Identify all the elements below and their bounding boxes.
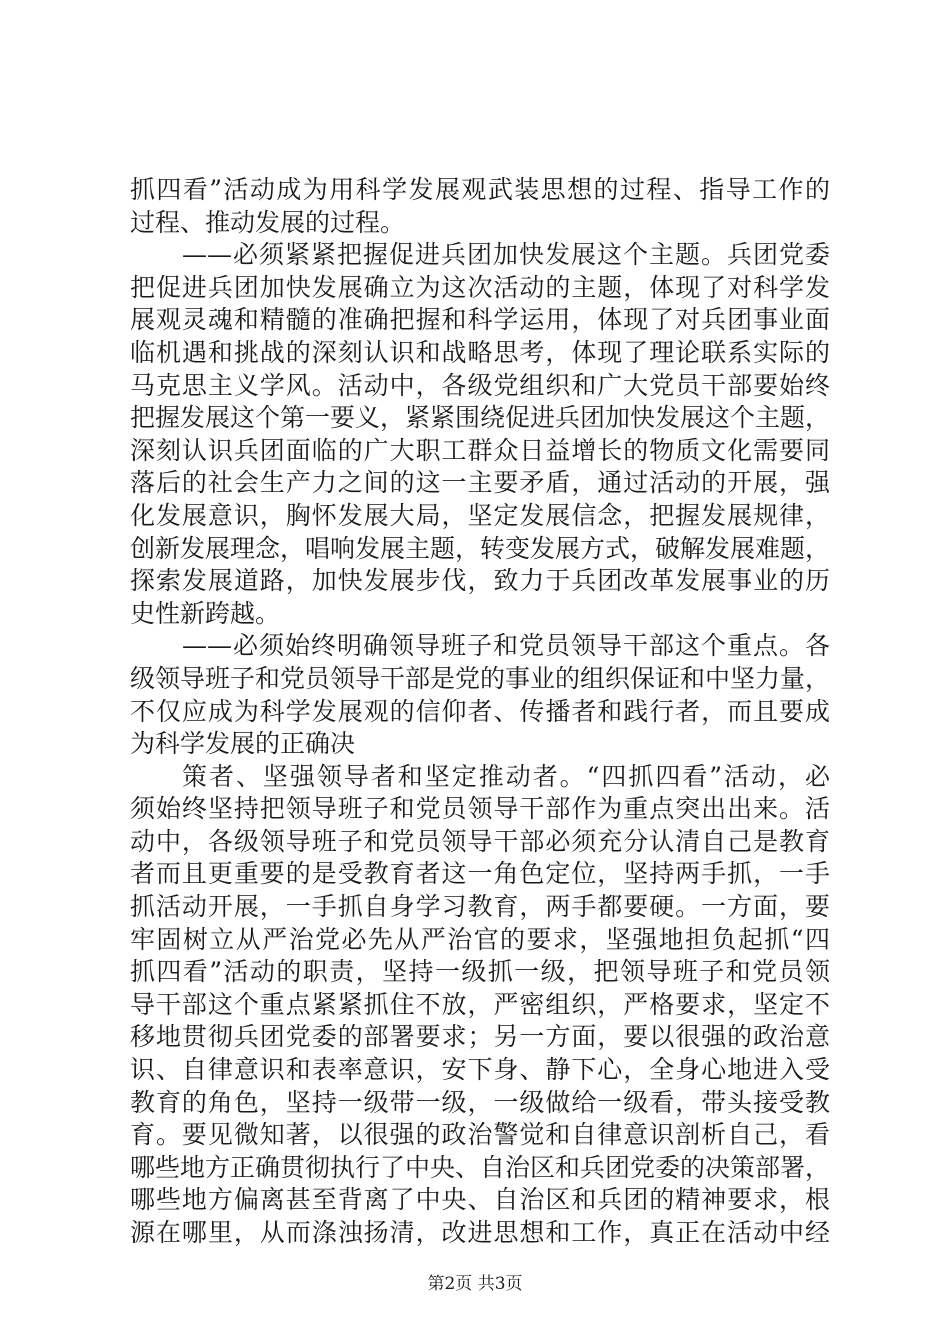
text-line: 动中，各级领导班子和党员领导干部必须充分认清自己是教育 bbox=[130, 826, 830, 856]
text-line: 抓活动开展，一手抓自身学习教育，两手都要硬。一方面，要 bbox=[130, 892, 830, 922]
text-line: 抓四看”活动的职责，坚持一级抓一级，把领导班子和党员领 bbox=[130, 957, 830, 987]
text-line: 哪些地方正确贯彻执行了中央、自治区和兵团党委的决策部署， bbox=[130, 1152, 830, 1182]
text-line: 须始终坚持把领导班子和党员领导干部作为重点突出出来。活 bbox=[130, 794, 830, 824]
text-line: 移地贯彻兵团党委的部署要求；另一方面，要以很强的政治意 bbox=[130, 1022, 830, 1052]
text-line: 识、自律意识和表率意识，安下身、静下心，全身心地进入受 bbox=[130, 1055, 830, 1085]
text-line: 牢固树立从严治党必先从严治官的要求，坚强地担负起抓“四 bbox=[130, 924, 830, 954]
text-line: 探索发展道路，加快发展步伐，致力于兵团改革发展事业的历 bbox=[130, 566, 830, 596]
text-line: 导干部这个重点紧紧抓住不放，严密组织，严格要求，坚定不 bbox=[130, 989, 830, 1019]
text-line: 级领导班子和党员领导干部是党的事业的组织保证和中坚力量， bbox=[130, 663, 830, 693]
text-line: 过程、推动发展的过程。 bbox=[130, 207, 406, 237]
text-line: ——必须始终明确领导班子和党员领导干部这个重点。各 bbox=[182, 631, 830, 661]
text-line: ——必须紧紧把握促进兵团加快发展这个主题。兵团党委 bbox=[182, 240, 830, 270]
text-line: 落后的社会生产力之间的这一主要矛盾，通过活动的开展，强 bbox=[130, 468, 830, 498]
text-line: 史性新跨越。 bbox=[130, 598, 281, 628]
text-line: 创新发展理念，唱响发展主题，转变发展方式，破解发展难题， bbox=[130, 533, 830, 563]
text-line: 为科学发展的正确决 bbox=[130, 729, 356, 759]
text-line: 化发展意识，胸怀发展大局，坚定发展信念，把握发展规律， bbox=[130, 500, 830, 530]
text-line: 把握发展这个第一要义，紧紧围绕促进兵团加快发展这个主题， bbox=[130, 403, 830, 433]
text-line: 策者、坚强领导者和坚定推动者。“四抓四看”活动，必 bbox=[182, 761, 830, 791]
text-line: 临机遇和挑战的深刻认识和战略思考，体现了理论联系实际的 bbox=[130, 337, 830, 367]
text-line: 抓四看”活动成为用科学发展观武装思想的过程、指导工作的 bbox=[130, 175, 830, 204]
text-line: 把促进兵团加快发展确立为这次活动的主题，体现了对科学发 bbox=[130, 272, 830, 302]
document-body bbox=[130, 174, 830, 1250]
text-line: 马克思主义学风。活动中，各级党组织和广大党员干部要始终 bbox=[130, 370, 830, 400]
text-line: 源在哪里，从而涤浊扬清，改进思想和工作，真正在活动中经 bbox=[130, 1218, 830, 1247]
text-line: 展观灵魂和精髓的准确把握和科学运用，体现了对兵团事业面 bbox=[130, 305, 830, 335]
text-line: 者而且更重要的是受教育者这一角色定位，坚持两手抓，一手 bbox=[130, 859, 830, 889]
text-line: 不仅应成为科学发展观的信仰者、传播者和践行者，而且要成 bbox=[130, 696, 830, 726]
page-number: 第2页 共3页 bbox=[427, 1274, 523, 1294]
text-line: 深刻认识兵团面临的广大职工群众日益增长的物质文化需要同 bbox=[130, 435, 830, 465]
text-line: 哪些地方偏离甚至背离了中央、自治区和兵团的精神要求，根 bbox=[130, 1185, 830, 1215]
text-line: 教育的角色，坚持一级带一级，一级做给一级看，带头接受教 bbox=[130, 1087, 830, 1117]
text-line: 育。要见微知著，以很强的政治警觉和自律意识剖析自己，看 bbox=[130, 1120, 830, 1150]
